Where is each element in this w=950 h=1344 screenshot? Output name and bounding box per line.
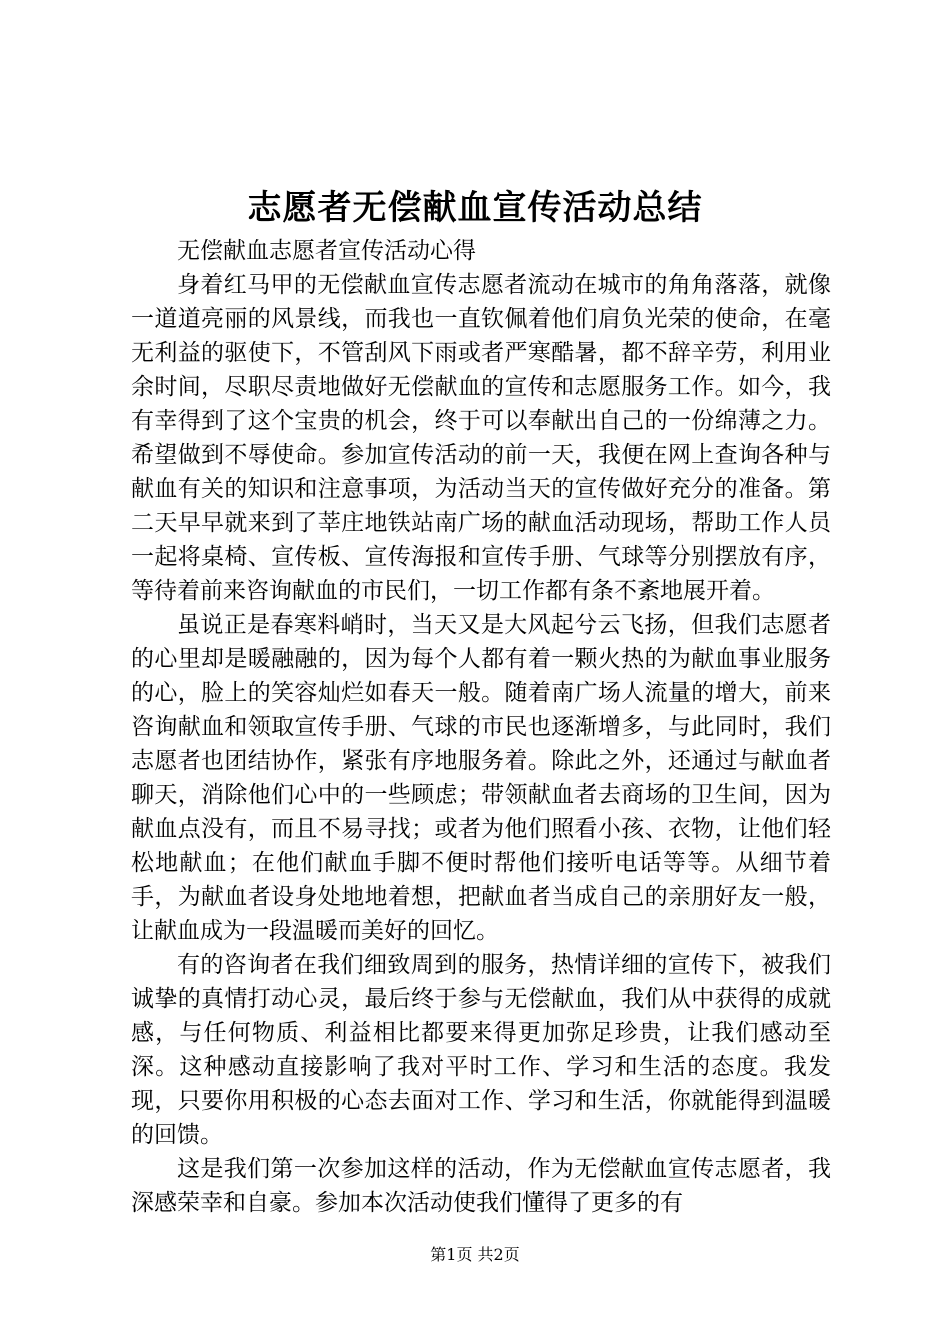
page-number-footer: 第1页 共2页 — [430, 1245, 520, 1264]
paragraph-3: 有的咨询者在我们细致周到的服务，热情详细的宣传下，被我们诚挚的真情打动心灵，最后终于参与无偿献血，我们从中获得的成就感，与任何物质、利益相比都要来得更加弥足珍贵，让我们感动至深。这种感动直接影响了我对平时工作、学习和生活的态度。我发现，只要你用积极的心态去面对工作、学习和生活，你就能得到温暖的回馈。 — [131, 952, 831, 1148]
document-title: 志愿者无偿献血宣传活动总结 — [247, 188, 703, 228]
paragraph-4: 这是我们第一次参加这样的活动，作为无偿献血宣传志愿者，我深感荣幸和自豪。参加本次活动使我们懂得了更多的有 — [131, 1156, 831, 1216]
document-subtitle: 无偿献血志愿者宣传活动心得 — [177, 238, 476, 264]
document-body — [131, 234, 831, 1220]
paragraph-1: 身着红马甲的无偿献血宣传志愿者流动在城市的角角落落，就像一道道亮丽的风景线，而我也一直钦佩着他们肩负光荣的使命，在毫无利益的驱使下，不管刮风下雨或者严寒酷暑，都不辞辛劳，利用业余时间，尽职尽责地做好无偿献血的宣传和志愿服务工作。如今，我有幸得到了这个宝贵的机会，终于可以奉献出自己的一份绵薄之力。希望做到不辱使命。参加宣传活动的前一天，我便在网上查询各种与献血有关的知识和注意事项，为活动当天的宣传做好充分的准备。第二天早早就来到了莘庄地铁站南广场的献血活动现场，帮助工作人员一起将桌椅、宣传板、宣传海报和宣传手册、气球等分别摆放有序，等待着前来咨询献血的市民们，一切工作都有条不紊地展开着。 — [131, 272, 831, 604]
paragraph-2: 虽说正是春寒料峭时，当天又是大风起兮云飞扬，但我们志愿者的心里却是暖融融的，因为每个人都有着一颗火热的为献血事业服务的心，脸上的笑容灿烂如春天一般。随着南广场人流量的增大，前来咨询献血和领取宣传手册、气球的市民也逐渐增多，与此同时，我们志愿者也团结协作，紧张有序地服务着。除此之外，还通过与献血者聊天，消除他们心中的一些顾虑；带领献血者去商场的卫生间，因为献血点没有，而且不易寻找；或者为他们照看小孩、衣物，让他们轻松地献血；在他们献血手脚不便时帮他们接听电话等等。从细节着手，为献血者设身处地地着想，把献血者当成自己的亲朋好友一般，让献血成为一段温暖而美好的回忆。 — [131, 612, 831, 944]
